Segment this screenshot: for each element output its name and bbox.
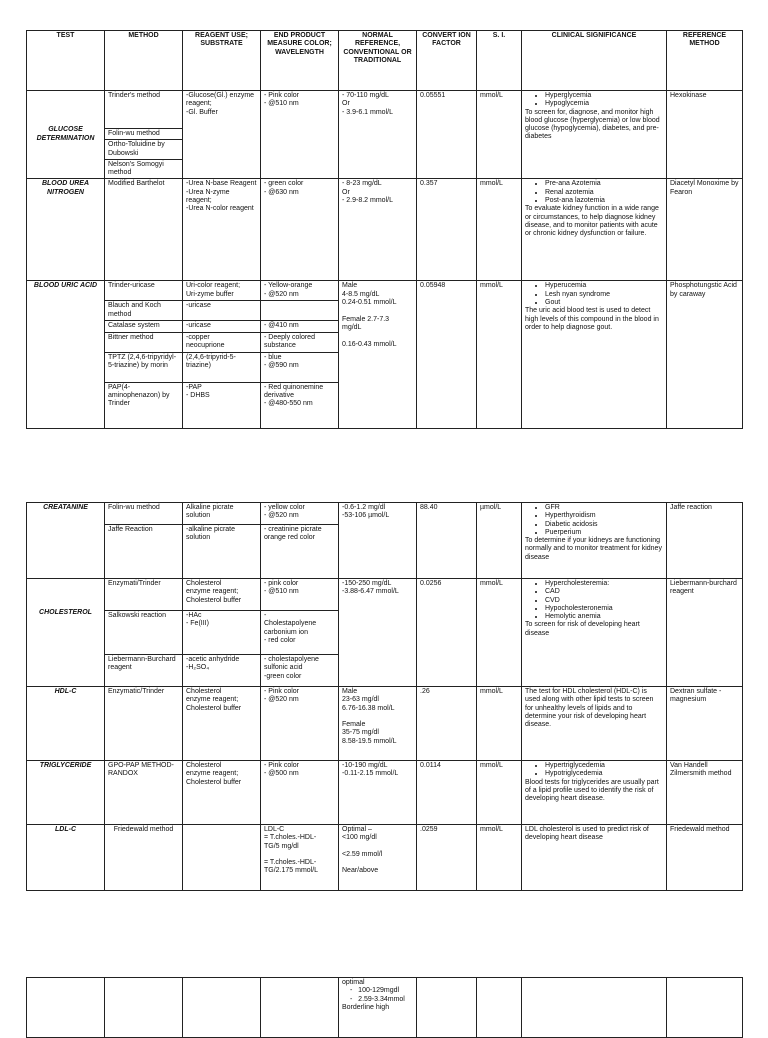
reagent-cell: -acetic anhydride -H₂SO₄ xyxy=(183,655,261,687)
table-row xyxy=(27,281,743,301)
si-cell: mmol/L xyxy=(477,761,522,825)
conversion-factor-cell xyxy=(417,978,477,1038)
conversion-factor-cell: 0.05948 xyxy=(417,281,477,428)
method-cell: TPTZ (2,4,6-tripyridyl-5-triazine) by morin xyxy=(105,352,183,382)
si-cell xyxy=(477,978,522,1038)
end-product-cell: - Cholestapolyene carbonium ion - red color xyxy=(261,611,339,655)
conversion-factor-cell: 0.0114 xyxy=(417,761,477,825)
normal-reference-cell: -0.6-1.2 mg/dl -53-106 µmol/L xyxy=(339,503,417,579)
test-name: CREATANINE xyxy=(27,503,105,579)
end-product-cell: - blue - @590 nm xyxy=(261,352,339,382)
normal-reference-cell: - 70-110 mg/dL Or - 3.9-6.1 mmol/L xyxy=(339,91,417,179)
reference-method-cell: Diacetyl Monoxime by Fearon xyxy=(667,179,743,281)
header-method: METHOD xyxy=(105,31,183,91)
clinical-significance-cell: • Hyperglycemia • Hypoglycemia To screen for, diagnose, and monitor high blood glucose (hyperglycemia) or low blood glucose (hypoglycemia), diabetes, and pre-diabetes xyxy=(522,91,667,179)
test-name xyxy=(27,978,105,1038)
reagent-cell: -uricase xyxy=(183,301,261,321)
clinical-significance-cell: • Hypercholesteremia: • CAD • CVD • Hypocholesteronemia • Hemolytic anemia To screen for risk of developing heart disease xyxy=(522,579,667,687)
end-product-cell: - Red quinonemine derivative - @480-550 nm xyxy=(261,382,339,428)
method-cell: Trinder-uricase xyxy=(105,281,183,301)
lab-table-3 xyxy=(26,977,743,1038)
normal-reference-cell: Optimal – <100 mg/dl <2.59 mmol/l Near/above xyxy=(339,825,417,891)
end-product-cell: - yellow color - @520 nm xyxy=(261,503,339,525)
header-end-product: END PRODUCT MEASURE COLOR; WAVELENGTH xyxy=(261,31,339,91)
clinical-significance-cell xyxy=(522,978,667,1038)
si-cell: µmol/L xyxy=(477,503,522,579)
header-row xyxy=(27,31,743,91)
si-cell: mmol/L xyxy=(477,91,522,179)
conversion-factor-cell: .26 xyxy=(417,687,477,761)
reagent-cell: -uricase xyxy=(183,321,261,332)
reference-method-cell: Friedewald method xyxy=(667,825,743,891)
reference-method-cell: Dextran sulfate - magnesium xyxy=(667,687,743,761)
table-row xyxy=(27,687,743,761)
header-reference-method: REFERENCE METHOD xyxy=(667,31,743,91)
table-row xyxy=(27,179,743,281)
end-product-cell xyxy=(261,301,339,321)
end-product-cell: - @410 nm xyxy=(261,321,339,332)
method-cell: Enzymati/Trinder xyxy=(105,579,183,611)
reagent-cell: -PAP - DHBS xyxy=(183,382,261,428)
clinical-significance-cell: • Hyperucemia • Lesh nyan syndrome • Gout The uric acid blood test is used to detect high levels of this compound in the blood in order to help diagnose gout. xyxy=(522,281,667,428)
conversion-factor-cell: 0.0256 xyxy=(417,579,477,687)
end-product-cell: - Deeply colored substance xyxy=(261,332,339,352)
test-name: CHOLESTEROL xyxy=(27,579,105,687)
table-row xyxy=(27,761,743,825)
reagent-cell: Cholesterol enzyme reagent; Cholesterol buffer xyxy=(183,687,261,761)
reference-method-cell: Jaffe reaction xyxy=(667,503,743,579)
method-cell: Nelson's Somogyi method xyxy=(105,159,183,179)
clinical-significance-cell: The test for HDL cholesterol (HDL-C) is used along with other lipid tests to screen for unhealthy levels of lipids and to determine your risk of developing heart disease. xyxy=(522,687,667,761)
table-row xyxy=(27,579,743,611)
reagent-cell: -alkaline picrate solution xyxy=(183,525,261,579)
reference-method-cell: Van Handell Zilmersmith method xyxy=(667,761,743,825)
end-product-cell: - Pink color - @510 nm xyxy=(261,91,339,179)
test-name: BLOOD UREA NITROGEN xyxy=(27,179,105,281)
test-name: LDL-C xyxy=(27,825,105,891)
method-cell: Folin-wu method xyxy=(105,129,183,140)
end-product-cell: - pink color - @510 nm xyxy=(261,579,339,611)
method-cell: Ortho-Toluidine by Dubowski xyxy=(105,140,183,160)
si-cell: mmol/L xyxy=(477,825,522,891)
normal-reference-cell: -10-190 mg/dL -0.11-2.15 mmol/L xyxy=(339,761,417,825)
lab-table-1 xyxy=(26,30,743,429)
reagent-cell: Uri-color reagent; Uri-zyme buffer xyxy=(183,281,261,301)
method-cell: Modified Barthelot xyxy=(105,179,183,281)
method-cell: Salkowski reaction xyxy=(105,611,183,655)
reagent-cell: Cholesterol enzyme reagent; Cholesterol buffer xyxy=(183,579,261,611)
header-clinical-significance: CLINICAL SIGNIFICANCE xyxy=(522,31,667,91)
reagent-cell: -Urea N-base Reagent -Urea N-zyme reagent; -Urea N-color reagent xyxy=(183,179,261,281)
header-normal-reference: NORMAL REFERENCE, CONVENTIONAL OR TRADITIONAL xyxy=(339,31,417,91)
normal-reference-cell: - 8-23 mg/dL Or - 2.9-8.2 mmol/L xyxy=(339,179,417,281)
table-row xyxy=(27,825,743,891)
test-name: GLUCOSE DETERMINATION xyxy=(27,91,105,179)
end-product-cell: - cholestapolyene sulfonic acid -green color xyxy=(261,655,339,687)
end-product-cell: - creatinine picrate orange red color xyxy=(261,525,339,579)
end-product-cell: - Pink color - @500 nm xyxy=(261,761,339,825)
method-cell: Friedewald method xyxy=(105,825,183,891)
header-si: S. I. xyxy=(477,31,522,91)
method-cell: PAP(4-aminophenazon) by Trinder xyxy=(105,382,183,428)
end-product-cell: - Yellow-orange - @520 nm xyxy=(261,281,339,301)
header-reagent: REAGENT USE; SUBSTRATE xyxy=(183,31,261,91)
reference-method-cell: Phosphotungstic Acid by caraway xyxy=(667,281,743,428)
si-cell: mmol/L xyxy=(477,687,522,761)
method-cell: Trinder's method xyxy=(105,91,183,129)
reagent-cell xyxy=(183,825,261,891)
clinical-significance-cell: LDL cholesterol is used to predict risk of developing heart disease xyxy=(522,825,667,891)
method-cell: Catalase system xyxy=(105,321,183,332)
end-product-cell: LDL-C = T.choles.-HDL- TG/5 mg/dl = T.choles.-HDL- TG/2.175 mmol/L xyxy=(261,825,339,891)
method-cell: Blauch and Koch method xyxy=(105,301,183,321)
si-cell: mmol/L xyxy=(477,281,522,428)
clinical-significance-cell: • Pre-ana Azotemia • Renal azotemia • Post-ana lazotemia To evaluate kidney function in a wide range or circumstances, to help diagnose kidney disease, and to monitor patients with acute or chronic kidney dysfunction or failure. xyxy=(522,179,667,281)
header-test: TEST xyxy=(27,31,105,91)
method-cell xyxy=(105,978,183,1038)
clinical-significance-cell: • Hypertriglycedemia • Hypotriglycedemia Blood tests for triglycerides are usually part of a lipid profile used to identify the risk of developing heart disease. xyxy=(522,761,667,825)
reagent-cell: Alkaline picrate solution xyxy=(183,503,261,525)
method-cell: Folin-wu method xyxy=(105,503,183,525)
reference-method-cell: Liebermann-burchard reagent xyxy=(667,579,743,687)
lab-table-2 xyxy=(26,502,743,891)
si-cell: mmol/L xyxy=(477,579,522,687)
normal-reference-cell: Male 23-63 mg/dl 6.76-16.38 mol/L Female 35-75 mg/dl 8.58-19.5 mmol/L xyxy=(339,687,417,761)
end-product-cell xyxy=(261,978,339,1038)
test-name: BLOOD URIC ACID xyxy=(27,281,105,428)
conversion-factor-cell: 0.357 xyxy=(417,179,477,281)
table-row xyxy=(27,91,743,129)
test-name: HDL-C xyxy=(27,687,105,761)
normal-reference-cell: optimal - 100-129mgdl - 2.59-3.34mmol Borderline high xyxy=(339,978,417,1038)
method-cell: Bittner method xyxy=(105,332,183,352)
method-cell: Liebermann-Burchard reagent xyxy=(105,655,183,687)
si-cell: mmol/L xyxy=(477,179,522,281)
table-row xyxy=(27,503,743,525)
reference-method-cell: Hexokinase xyxy=(667,91,743,179)
method-cell: Enzymatic/Trinder xyxy=(105,687,183,761)
reagent-cell: -HAc - Fe(III) xyxy=(183,611,261,655)
method-cell: Jaffe Reaction xyxy=(105,525,183,579)
method-cell: GPO-PAP METHOD-RANDOX xyxy=(105,761,183,825)
table-row xyxy=(27,978,743,1038)
normal-reference-cell: -150-250 mg/dL -3.88-6.47 mmol/L xyxy=(339,579,417,687)
end-product-cell: - green color - @630 nm xyxy=(261,179,339,281)
normal-reference-cell: Male 4-8.5 mg/dL 0.24-0.51 mmol/L Female 2.7-7.3 mg/dL 0.16-0.43 mmol/L xyxy=(339,281,417,428)
conversion-factor-cell: .0259 xyxy=(417,825,477,891)
clinical-significance-cell: • GFR • Hyperthyroidism • Diabetic acidosis • Puerperium To determine if your kidneys are functioning normally and to monitor treatment for kidney disease xyxy=(522,503,667,579)
reagent-cell xyxy=(183,978,261,1038)
conversion-factor-cell: 0.05551 xyxy=(417,91,477,179)
header-conversion-factor: CONVERT ION FACTOR xyxy=(417,31,477,91)
test-name: TRIGLYCERIDE xyxy=(27,761,105,825)
reference-method-cell xyxy=(667,978,743,1038)
reagent-cell: -copper neocuprione xyxy=(183,332,261,352)
reagent-cell: (2,4,6-tripyrid-5- triazine) xyxy=(183,352,261,382)
end-product-cell: - Pink color - @520 nm xyxy=(261,687,339,761)
conversion-factor-cell: 88.40 xyxy=(417,503,477,579)
reagent-cell: -Glucose(Gl.) enzyme reagent; -Gl. Buffer xyxy=(183,91,261,179)
reagent-cell: Cholesterol enzyme reagent; Cholesterol buffer xyxy=(183,761,261,825)
